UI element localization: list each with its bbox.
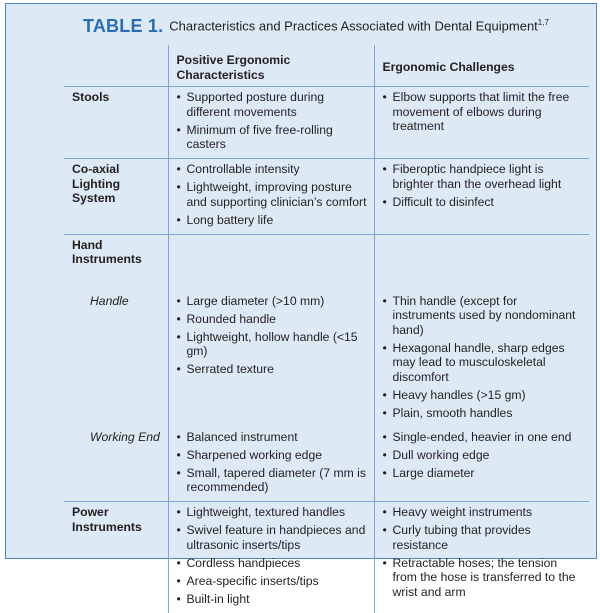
header-row [64,45,589,87]
list-item: • Balanced instrument [177,430,368,445]
table-caption-text: Characteristics and Practices Associated with Dental Equipment [169,18,538,34]
list-item: • Heavy weight instruments [383,505,584,520]
list-item: • Fiberoptic handpiece light is brighter than the overhead light [383,162,584,191]
list-item: • Area-specific inserts/tips [177,574,368,589]
row-hand-instruments [64,234,589,291]
table-title [6,4,596,48]
challenges-cell [374,87,589,159]
challenges-cell [374,291,589,427]
positive-cell [168,234,374,291]
positive-cell [168,87,374,159]
list-item: • Difficult to disinfect [383,195,584,210]
list-item: • Long battery life [177,213,368,228]
list-item: • Rounded handle [177,312,368,327]
challenges-cell [374,234,589,291]
list-item: • Minimum of five free-rolling casters [177,123,368,152]
table-caption-citation: 1,7 [537,18,549,28]
list-item: • Single-ended, heavier in one end [383,430,584,445]
header-challenges: Ergonomic Challenges [382,60,515,75]
list-item: • Supported posture during different movements [177,90,368,119]
positive-cell [168,291,374,427]
challenges-cell [374,502,589,613]
category-lighting: Co-axial Lighting System [64,159,168,235]
list-item: • Heavy handles (>15 gm) [383,388,584,403]
table-caption [169,18,549,33]
list-item: • Lightweight, improving posture and supporting clinician’s comfort [177,180,368,209]
list-item: • Thin handle (except for instruments used by nondominant hand) [383,294,584,338]
category-power-instruments: Power Instruments [64,502,168,613]
positive-cell [168,159,374,235]
list-item: • Dull working edge [383,448,584,463]
row-lighting [64,159,589,235]
list-item: • Curly tubing that provides resistance [383,523,584,552]
row-power-instruments [64,502,589,613]
list-item: • Controllable intensity [177,162,368,177]
list-item: • Lightweight, textured handles [177,505,368,520]
list-item: • Sharpened working edge [177,448,368,463]
header-positive: Positive Ergonomic Characteristics [168,45,374,87]
list-item: • Large diameter [383,466,584,481]
list-item: • Built-in light [177,592,368,607]
list-item: • Plain, smooth handles [383,406,584,421]
list-item: • Small, tapered diameter (7 mm is recommended) [177,466,368,495]
table-label: TABLE 1. [83,15,164,36]
positive-cell [168,427,374,502]
row-handle [64,291,589,427]
positive-cell [168,502,374,613]
equipment-table [64,45,589,613]
list-item: • Cordless handpieces [177,556,368,571]
challenges-cell [374,159,589,235]
list-item: • Lightweight, hollow handle (<15 gm) [177,330,368,359]
list-item: • Hexagonal handle, sharp edges may lead to musculoskeletal discomfort [383,341,584,385]
challenges-cell [374,427,589,502]
subcategory-working-end: Working End [64,427,168,502]
row-stools [64,87,589,159]
category-hand-instruments: Hand Instruments [64,234,168,291]
subcategory-handle: Handle [64,291,168,427]
list-item: • Retractable hoses; the tension from the hose is transferred to the wrist and arm [383,556,584,600]
header-category [64,45,168,87]
list-item: • Serrated texture [177,362,368,377]
list-item: • Elbow supports that limit the free movement of elbows during treatment [383,90,584,134]
row-working-end [64,427,589,502]
category-stools: Stools [64,87,168,159]
list-item: • Swivel feature in handpieces and ultrasonic inserts/tips [177,523,368,552]
list-item: • Large diameter (>10 mm) [177,294,368,309]
